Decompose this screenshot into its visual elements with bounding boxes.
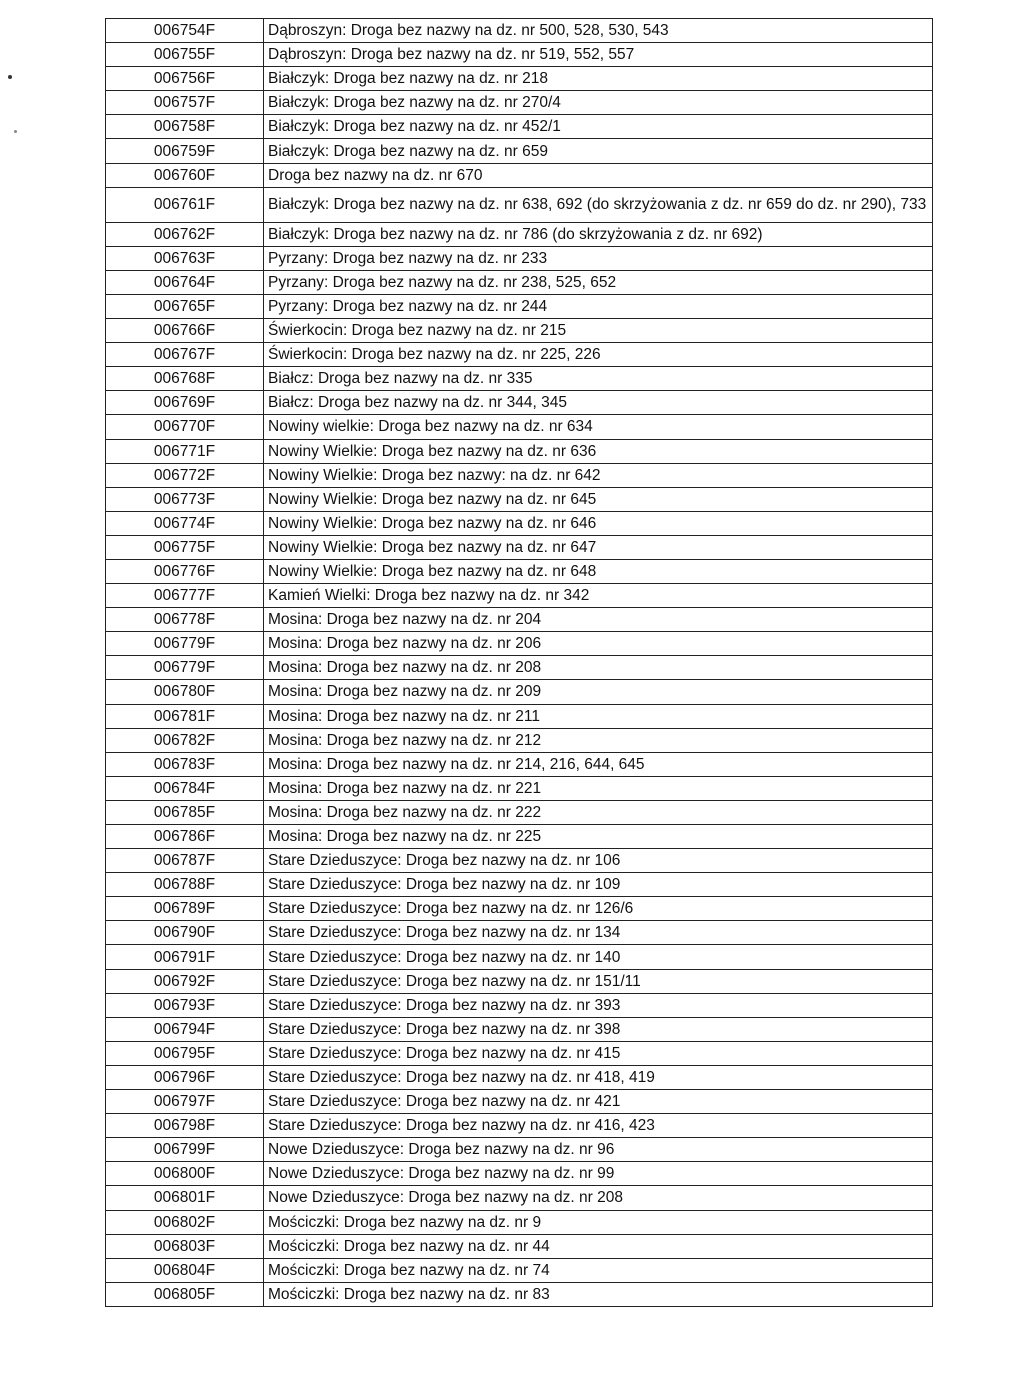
table-row (106, 1017, 933, 1041)
road-id-cell: 006766F (106, 319, 264, 343)
road-id-cell: 006776F (106, 559, 264, 583)
table-row (106, 1258, 933, 1282)
road-description-cell: Mościczki: Droga bez nazwy na dz. nr 83 (264, 1282, 933, 1306)
table-row (106, 1186, 933, 1210)
road-id-cell: 006792F (106, 969, 264, 993)
road-id-cell: 006777F (106, 584, 264, 608)
road-description-cell: Pyrzany: Droga bez nazwy na dz. nr 238, 525, 652 (264, 270, 933, 294)
road-register-table-body (106, 19, 933, 1307)
road-description-cell: Mosina: Droga bez nazwy na dz. nr 204 (264, 608, 933, 632)
road-description-cell: Stare Dzieduszyce: Droga bez nazwy na dz. nr 418, 419 (264, 1065, 933, 1089)
table-row (106, 584, 933, 608)
road-id-cell: 006754F (106, 19, 264, 43)
road-description-cell: Białcz: Droga bez nazwy na dz. nr 335 (264, 367, 933, 391)
road-id-cell: 006768F (106, 367, 264, 391)
road-id-cell: 006784F (106, 776, 264, 800)
table-row (106, 343, 933, 367)
road-id-cell: 006773F (106, 487, 264, 511)
road-id-cell: 006782F (106, 728, 264, 752)
table-row (106, 776, 933, 800)
table-row (106, 752, 933, 776)
table-row (106, 415, 933, 439)
table-row (106, 391, 933, 415)
road-register-table (105, 18, 933, 1307)
road-description-cell: Mosina: Droga bez nazwy na dz. nr 206 (264, 632, 933, 656)
road-id-cell: 006786F (106, 825, 264, 849)
road-id-cell: 006799F (106, 1138, 264, 1162)
road-id-cell: 006765F (106, 294, 264, 318)
table-row (106, 825, 933, 849)
table-row (106, 67, 933, 91)
road-id-cell: 006801F (106, 1186, 264, 1210)
table-row (106, 1114, 933, 1138)
table-row (106, 1138, 933, 1162)
road-description-cell: Stare Dzieduszyce: Droga bez nazwy na dz. nr 416, 423 (264, 1114, 933, 1138)
road-description-cell: Mościczki: Droga bez nazwy na dz. nr 74 (264, 1258, 933, 1282)
road-id-cell: 006770F (106, 415, 264, 439)
road-id-cell: 006774F (106, 511, 264, 535)
table-row (106, 487, 933, 511)
road-id-cell: 006760F (106, 163, 264, 187)
road-id-cell: 006780F (106, 680, 264, 704)
road-description-cell: Stare Dzieduszyce: Droga bez nazwy na dz. nr 151/11 (264, 969, 933, 993)
road-id-cell: 006800F (106, 1162, 264, 1186)
road-id-cell: 006764F (106, 270, 264, 294)
road-id-cell: 006759F (106, 139, 264, 163)
table-row (106, 439, 933, 463)
road-id-cell: 006758F (106, 115, 264, 139)
road-description-cell: Mościczki: Droga bez nazwy na dz. nr 9 (264, 1210, 933, 1234)
table-row (106, 945, 933, 969)
road-id-cell: 006756F (106, 67, 264, 91)
road-id-cell: 006797F (106, 1090, 264, 1114)
table-row (106, 294, 933, 318)
road-description-cell: Białczyk: Droga bez nazwy na dz. nr 786 (do skrzyżowania z dz. nr 692) (264, 222, 933, 246)
road-description-cell: Kamień Wielki: Droga bez nazwy na dz. nr 342 (264, 584, 933, 608)
table-row (106, 163, 933, 187)
table-row (106, 222, 933, 246)
scan-speck-mark (14, 130, 17, 133)
road-description-cell: Świerkocin: Droga bez nazwy na dz. nr 215 (264, 319, 933, 343)
road-description-cell: Białczyk: Droga bez nazwy na dz. nr 638, 692 (do skrzyżowania z dz. nr 659 do dz. nr 290), 733 (264, 187, 933, 222)
road-description-cell: Nowiny Wielkie: Droga bez nazwy na dz. nr 648 (264, 559, 933, 583)
road-description-cell: Stare Dzieduszyce: Droga bez nazwy na dz. nr 109 (264, 873, 933, 897)
road-description-cell: Stare Dzieduszyce: Droga bez nazwy na dz. nr 421 (264, 1090, 933, 1114)
road-description-cell: Mosina: Droga bez nazwy na dz. nr 209 (264, 680, 933, 704)
scan-speck-mark (8, 75, 12, 79)
road-id-cell: 006772F (106, 463, 264, 487)
road-description-cell: Droga bez nazwy na dz. nr 670 (264, 163, 933, 187)
road-id-cell: 006798F (106, 1114, 264, 1138)
table-row (106, 1162, 933, 1186)
road-description-cell: Stare Dzieduszyce: Droga bez nazwy na dz. nr 134 (264, 921, 933, 945)
road-id-cell: 006805F (106, 1282, 264, 1306)
table-row (106, 559, 933, 583)
table-row (106, 728, 933, 752)
road-description-cell: Stare Dzieduszyce: Droga bez nazwy na dz. nr 126/6 (264, 897, 933, 921)
road-description-cell: Dąbroszyn: Droga bez nazwy na dz. nr 500, 528, 530, 543 (264, 19, 933, 43)
road-id-cell: 006762F (106, 222, 264, 246)
table-row (106, 680, 933, 704)
road-id-cell: 006803F (106, 1234, 264, 1258)
road-description-cell: Nowe Dzieduszyce: Droga bez nazwy na dz. nr 96 (264, 1138, 933, 1162)
road-description-cell: Nowiny wielkie: Droga bez nazwy na dz. nr 634 (264, 415, 933, 439)
road-id-cell: 006779F (106, 632, 264, 656)
road-id-cell: 006763F (106, 246, 264, 270)
road-id-cell: 006794F (106, 1017, 264, 1041)
road-description-cell: Mosina: Droga bez nazwy na dz. nr 225 (264, 825, 933, 849)
road-description-cell: Pyrzany: Droga bez nazwy na dz. nr 244 (264, 294, 933, 318)
table-row (106, 535, 933, 559)
road-description-cell: Nowiny Wielkie: Droga bez nazwy na dz. nr 647 (264, 535, 933, 559)
road-id-cell: 006779F (106, 656, 264, 680)
road-id-cell: 006769F (106, 391, 264, 415)
road-description-cell: Białcz: Droga bez nazwy na dz. nr 344, 345 (264, 391, 933, 415)
road-id-cell: 006761F (106, 187, 264, 222)
table-row (106, 91, 933, 115)
table-row (106, 873, 933, 897)
road-id-cell: 006783F (106, 752, 264, 776)
table-row (106, 1282, 933, 1306)
road-description-cell: Nowiny Wielkie: Droga bez nazwy: na dz. nr 642 (264, 463, 933, 487)
road-id-cell: 006802F (106, 1210, 264, 1234)
table-row (106, 367, 933, 391)
road-description-cell: Mosina: Droga bez nazwy na dz. nr 208 (264, 656, 933, 680)
table-row (106, 511, 933, 535)
road-id-cell: 006781F (106, 704, 264, 728)
road-description-cell: Stare Dzieduszyce: Droga bez nazwy na dz. nr 140 (264, 945, 933, 969)
road-description-cell: Białczyk: Droga bez nazwy na dz. nr 270/4 (264, 91, 933, 115)
table-row (106, 1210, 933, 1234)
table-row (106, 608, 933, 632)
table-row (106, 993, 933, 1017)
table-row (106, 656, 933, 680)
road-description-cell: Stare Dzieduszyce: Droga bez nazwy na dz. nr 393 (264, 993, 933, 1017)
table-row (106, 1041, 933, 1065)
road-description-cell: Świerkocin: Droga bez nazwy na dz. nr 225, 226 (264, 343, 933, 367)
table-row (106, 632, 933, 656)
road-description-cell: Mosina: Droga bez nazwy na dz. nr 211 (264, 704, 933, 728)
table-row (106, 1065, 933, 1089)
road-description-cell: Nowiny Wielkie: Droga bez nazwy na dz. nr 646 (264, 511, 933, 535)
road-description-cell: Mosina: Droga bez nazwy na dz. nr 221 (264, 776, 933, 800)
table-row (106, 463, 933, 487)
road-description-cell: Stare Dzieduszyce: Droga bez nazwy na dz. nr 398 (264, 1017, 933, 1041)
road-description-cell: Mosina: Droga bez nazwy na dz. nr 212 (264, 728, 933, 752)
road-id-cell: 006796F (106, 1065, 264, 1089)
table-row (106, 246, 933, 270)
road-id-cell: 006771F (106, 439, 264, 463)
road-description-cell: Białczyk: Droga bez nazwy na dz. nr 452/1 (264, 115, 933, 139)
table-row (106, 19, 933, 43)
road-id-cell: 006785F (106, 800, 264, 824)
road-id-cell: 006790F (106, 921, 264, 945)
table-row (106, 704, 933, 728)
road-id-cell: 006795F (106, 1041, 264, 1065)
road-description-cell: Stare Dzieduszyce: Droga bez nazwy na dz. nr 415 (264, 1041, 933, 1065)
road-id-cell: 006755F (106, 43, 264, 67)
road-description-cell: Nowe Dzieduszyce: Droga bez nazwy na dz. nr 208 (264, 1186, 933, 1210)
road-description-cell: Białczyk: Droga bez nazwy na dz. nr 659 (264, 139, 933, 163)
table-row (106, 187, 933, 222)
table-row (106, 1090, 933, 1114)
road-description-cell: Pyrzany: Droga bez nazwy na dz. nr 233 (264, 246, 933, 270)
road-id-cell: 006757F (106, 91, 264, 115)
table-row (106, 319, 933, 343)
road-id-cell: 006767F (106, 343, 264, 367)
table-row (106, 1234, 933, 1258)
table-row (106, 139, 933, 163)
table-row (106, 897, 933, 921)
table-row (106, 270, 933, 294)
table-row (106, 43, 933, 67)
road-id-cell: 006787F (106, 849, 264, 873)
road-id-cell: 006788F (106, 873, 264, 897)
table-row (106, 115, 933, 139)
table-row (106, 800, 933, 824)
road-description-cell: Nowiny Wielkie: Droga bez nazwy na dz. nr 636 (264, 439, 933, 463)
road-description-cell: Dąbroszyn: Droga bez nazwy na dz. nr 519, 552, 557 (264, 43, 933, 67)
road-description-cell: Mościczki: Droga bez nazwy na dz. nr 44 (264, 1234, 933, 1258)
road-id-cell: 006791F (106, 945, 264, 969)
road-description-cell: Mosina: Droga bez nazwy na dz. nr 222 (264, 800, 933, 824)
road-description-cell: Białczyk: Droga bez nazwy na dz. nr 218 (264, 67, 933, 91)
table-row (106, 849, 933, 873)
road-id-cell: 006778F (106, 608, 264, 632)
road-id-cell: 006793F (106, 993, 264, 1017)
road-description-cell: Nowe Dzieduszyce: Droga bez nazwy na dz. nr 99 (264, 1162, 933, 1186)
table-row (106, 969, 933, 993)
road-id-cell: 006804F (106, 1258, 264, 1282)
table-row (106, 921, 933, 945)
road-id-cell: 006775F (106, 535, 264, 559)
road-description-cell: Stare Dzieduszyce: Droga bez nazwy na dz. nr 106 (264, 849, 933, 873)
road-id-cell: 006789F (106, 897, 264, 921)
road-description-cell: Nowiny Wielkie: Droga bez nazwy na dz. nr 645 (264, 487, 933, 511)
road-description-cell: Mosina: Droga bez nazwy na dz. nr 214, 216, 644, 645 (264, 752, 933, 776)
